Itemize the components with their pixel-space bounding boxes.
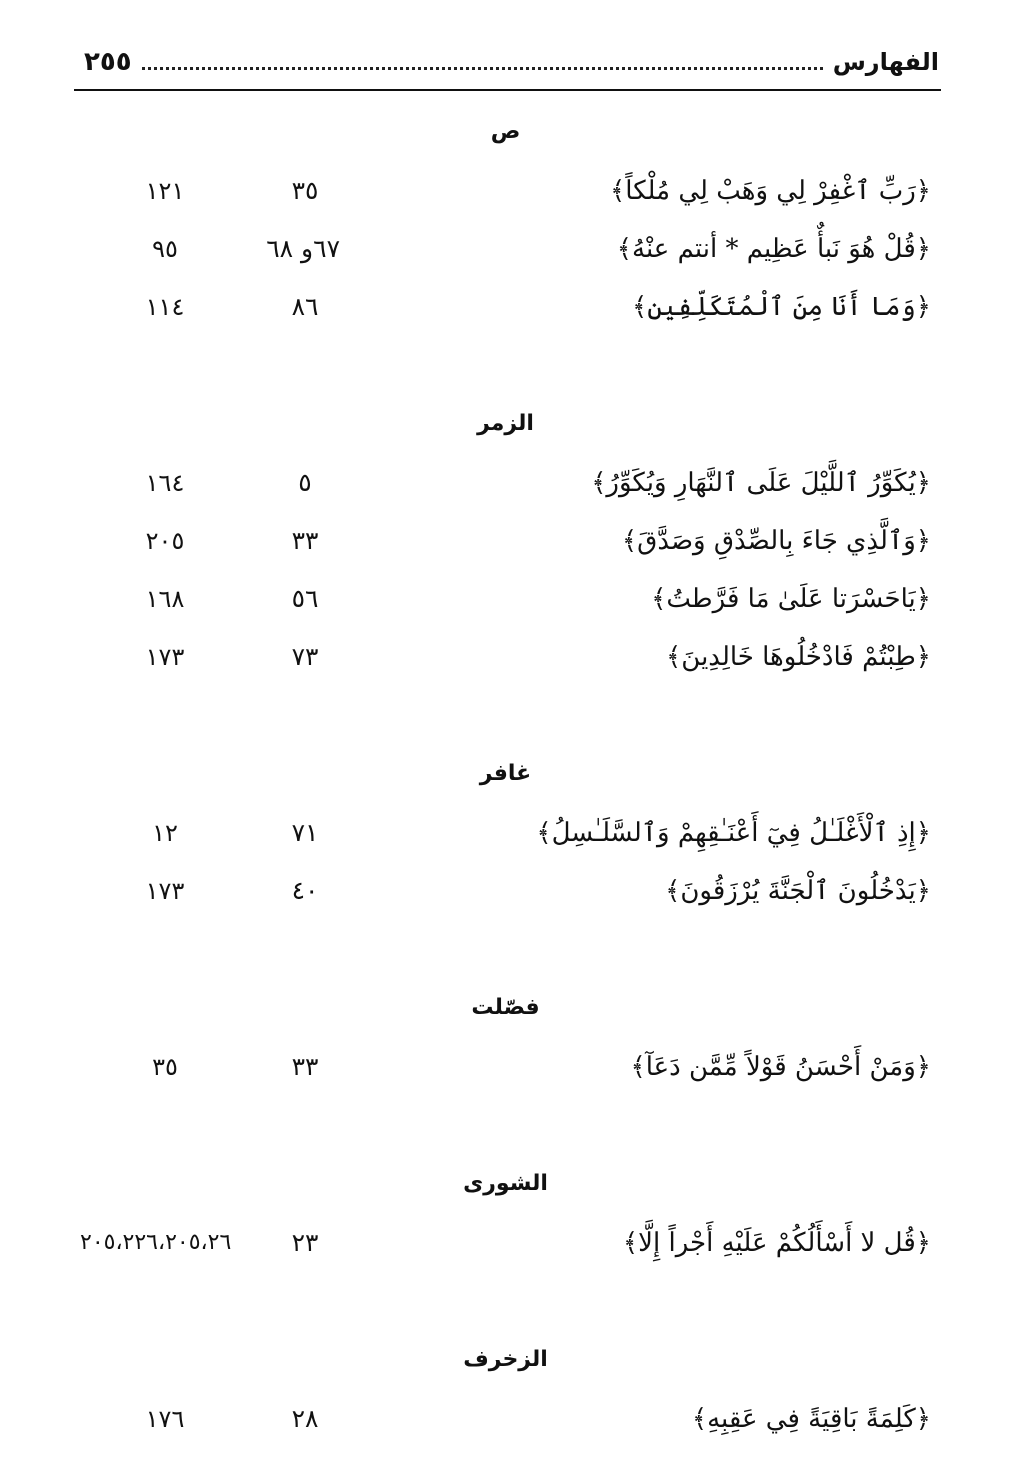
page-reference: ١٧٣ — [145, 643, 185, 671]
verse-number: ٥٦ — [291, 584, 319, 613]
surah-section — [80, 752, 931, 920]
page-reference: ١٢١ — [145, 177, 185, 205]
surah-title: غافر — [479, 761, 532, 786]
verse-text: ﴿إِذِ ٱلْأَغْلَـٰلُ فِيٓ أَعْنَـٰقِهِمْ وَٱلسَّلَـٰسِلُ﴾ — [536, 818, 931, 848]
surah-title: الشورى — [463, 1171, 548, 1196]
verse-text: ﴿وَٱلَّذِي جَاءَ بِالصِّدْقِ وَصَدَّقَ﴾ — [621, 526, 931, 556]
header-dot-leader — [142, 67, 823, 70]
verse-text: ﴿يَاحَسْرَتا عَلَىٰ مَا فَرَّطتُ﴾ — [651, 584, 931, 614]
verse-row — [80, 1390, 931, 1448]
verse-text: ﴿طِبْتُمْ فَادْخُلُوهَا خَالِدِينَ﴾ — [666, 642, 931, 672]
page-reference: ٢٠٥،٢٢٦،٢٠٥،٢٦ — [80, 1230, 232, 1255]
verse-text: ﴿يُكَوِّرُ ٱللَّيْلَ عَلَى ٱلنَّهَارِ وَيُكَوِّرُ﴾ — [591, 468, 931, 498]
page-reference: ١٦٤ — [145, 469, 185, 497]
surah-title: فصّلت — [471, 995, 540, 1020]
verse-number: ٣٣ — [291, 526, 319, 555]
verse-row — [80, 220, 931, 278]
verse-row — [80, 512, 931, 570]
verse-number: ٧١ — [291, 818, 319, 847]
verse-row — [80, 278, 931, 336]
verse-row — [80, 804, 931, 862]
surah-section — [80, 1338, 931, 1448]
verse-number: ٣٥ — [291, 176, 319, 205]
page-reference: ٣٥ — [152, 1053, 178, 1081]
verse-text: ﴿كَلِمَةً بَاقِيَةً فِي عَقِبِهِ﴾ — [691, 1404, 931, 1434]
surah-title: الزمر — [477, 411, 534, 436]
verse-text: ﴿وَمَا أَنَا مِنَ ٱلْمُتَكَلِّفِين﴾ — [631, 292, 931, 322]
verse-number: ٧٣ — [291, 642, 319, 671]
verse-row — [80, 454, 931, 512]
verse-text: ﴿قُل لا أَسْأَلُكُمْ عَلَيْهِ أَجْراً إِلَّا﴾ — [622, 1228, 931, 1258]
header-title: الفهارس — [832, 48, 939, 76]
verse-text: ﴿رَبِّ ٱغْفِرْ لِي وَهَبْ لِي مُلْكاً﴾ — [610, 176, 931, 206]
verse-number: ٨٦ — [291, 292, 319, 321]
verse-row — [80, 862, 931, 920]
page-reference: ١٦٨ — [145, 585, 185, 613]
verse-row — [80, 1214, 931, 1272]
verse-number: ٦٧و ٦٨ — [266, 234, 340, 263]
verse-number: ٣٣ — [291, 1052, 319, 1081]
surah-section — [80, 402, 931, 686]
surah-section — [80, 986, 931, 1096]
verse-text: ﴿قُلْ هُوَ نَبأٌ عَظِيم * أنتم عنْهُ﴾ — [616, 234, 931, 264]
verse-row — [80, 1038, 931, 1096]
verse-number: ٢٨ — [291, 1404, 319, 1433]
running-header — [84, 42, 939, 82]
header-rule — [74, 89, 941, 91]
surah-section — [80, 110, 931, 336]
page-reference: ١٧٣ — [145, 877, 185, 905]
verse-text: ﴿يَدْخُلُونَ ٱلْجَنَّةَ يُرْزَقُونَ﴾ — [665, 876, 931, 906]
verse-number: ٢٣ — [291, 1228, 319, 1257]
verse-row — [80, 162, 931, 220]
verse-row — [80, 628, 931, 686]
page-reference: ٩٥ — [152, 235, 178, 263]
page-reference: ٢٠٥ — [145, 527, 185, 555]
page-reference: ١٢ — [152, 819, 178, 847]
surah-title: ص — [490, 119, 521, 144]
verse-index — [80, 110, 931, 1477]
page-reference: ١١٤ — [145, 293, 185, 321]
page-number: ٢٥٥ — [84, 47, 132, 77]
verse-number: ٥ — [298, 468, 312, 497]
verse-number: ٤٠ — [291, 876, 319, 905]
surah-title: الزخرف — [463, 1347, 548, 1372]
verse-text: ﴿وَمَنْ أَحْسَنُ قَوْلاً مِّمَّن دَعَآ﴾ — [630, 1052, 931, 1082]
page-reference: ١٧٦ — [145, 1405, 185, 1433]
surah-section — [80, 1162, 931, 1272]
verse-row — [80, 570, 931, 628]
